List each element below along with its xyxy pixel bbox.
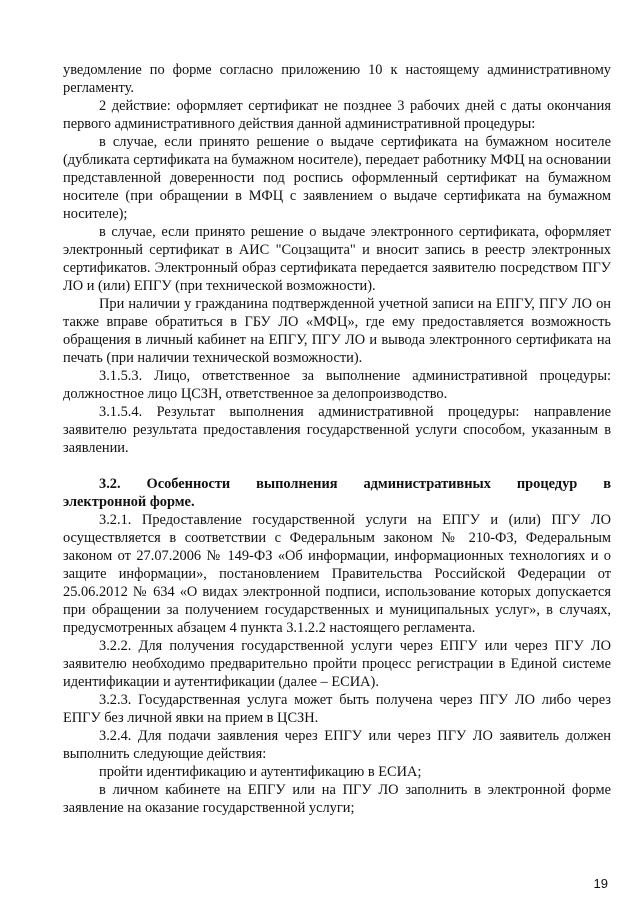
paragraph: 3.1.5.3. Лицо, ответственное за выполнение административной процедуры: должностное лицо ЦСЗН, ответственное за делопроизводство. <box>63 368 611 402</box>
heading-word: 3.2. <box>99 476 121 492</box>
paragraph: 3.2.3. Государственная услуга может быть получена через ПГУ ЛО либо через ЕПГУ без личной явки на прием в ЦСЗН. <box>63 692 611 726</box>
heading-word: административных <box>363 476 491 492</box>
section-heading <box>63 475 611 493</box>
page-number: 19 <box>593 876 608 891</box>
paragraph: пройти идентификацию и аутентификацию в ЕСИА; <box>99 764 422 780</box>
heading-word: процедур <box>516 476 578 492</box>
paragraph: в личном кабинете на ЕПГУ или на ПГУ ЛО заполнить в электронной форме заявление на оказание государственной услуги; <box>63 782 611 816</box>
paragraph: в случае, если принято решение о выдаче сертификата на бумажном носителе (дубликата сертификата на бумажном носителе), передает работнику МФЦ на основании представленной доверенности под роспись оформленный сертификат на бумажном носителе (при обращении в МФЦ с заявлением о выдаче сертификата на бумажном носителе); <box>63 134 611 222</box>
paragraph: 3.2.1. Предоставление государственной услуги на ЕПГУ и (или) ПГУ ЛО осуществляется в соответствии с Федеральным законом № 210-ФЗ, Федеральным законом от 27.07.2006 № 149-ФЗ «Об информации, информационных технологиях и о защите информации», постановлением Правительства Российской Федерации от 25.06.2012 № 634 «О видах электронной подписи, использование которых допускается при обращении за получением государственных и муниципальных услуг», в случаях, предусмотренных абзацем 4 пункта 3.1.2.2 настоящего регламента. <box>63 512 611 636</box>
paragraph: 3.2.2. Для получения государственной услуги через ЕПГУ или через ПГУ ЛО заявителю необходимо предварительно пройти процесс регистрации в Единой системе идентификации и аутентификации (далее – ЕСИА). <box>63 638 611 690</box>
paragraph: При наличии у гражданина подтвержденной учетной записи на ЕПГУ, ПГУ ЛО он также вправе обратиться в ГБУ ЛО «МФЦ», где ему предоставляется возможность обращения в личный кабинет на ЕПГУ, ПГУ ЛО и вывода электронного сертификата на печать (при наличии технической возможности). <box>63 296 611 366</box>
paragraph: уведомление по форме согласно приложению 10 к настоящему административному регламенту. <box>63 62 611 96</box>
text-block-top <box>63 61 611 457</box>
section-heading-continuation: электронной форме. <box>63 494 195 510</box>
heading-word: Особенности <box>146 476 231 492</box>
heading-word: в <box>603 476 611 492</box>
paragraph: 2 действие: оформляет сертификат не позднее 3 рабочих дней с даты окончания первого административного действия данной административной процедуры: <box>63 98 611 132</box>
heading-word: выполнения <box>256 476 338 492</box>
text-block-bottom <box>63 511 611 817</box>
paragraph: 3.1.5.4. Результат выполнения административной процедуры: направление заявителю результата предоставления государственной услуги способом, указанным в заявлении. <box>63 404 611 456</box>
document-page <box>63 61 611 817</box>
paragraph: 3.2.4. Для подачи заявления через ЕПГУ или через ПГУ ЛО заявитель должен выполнить следующие действия: <box>63 728 611 762</box>
paragraph: в случае, если принято решение о выдаче электронного сертификата, оформляет электронный сертификат в АИС "Соцзащита" и вносит запись в реестр электронных сертификатов. Электронный образ сертификата передается заявителю посредством ПГУ ЛО и (или) ЕПГУ (при технической возможности). <box>63 224 611 294</box>
